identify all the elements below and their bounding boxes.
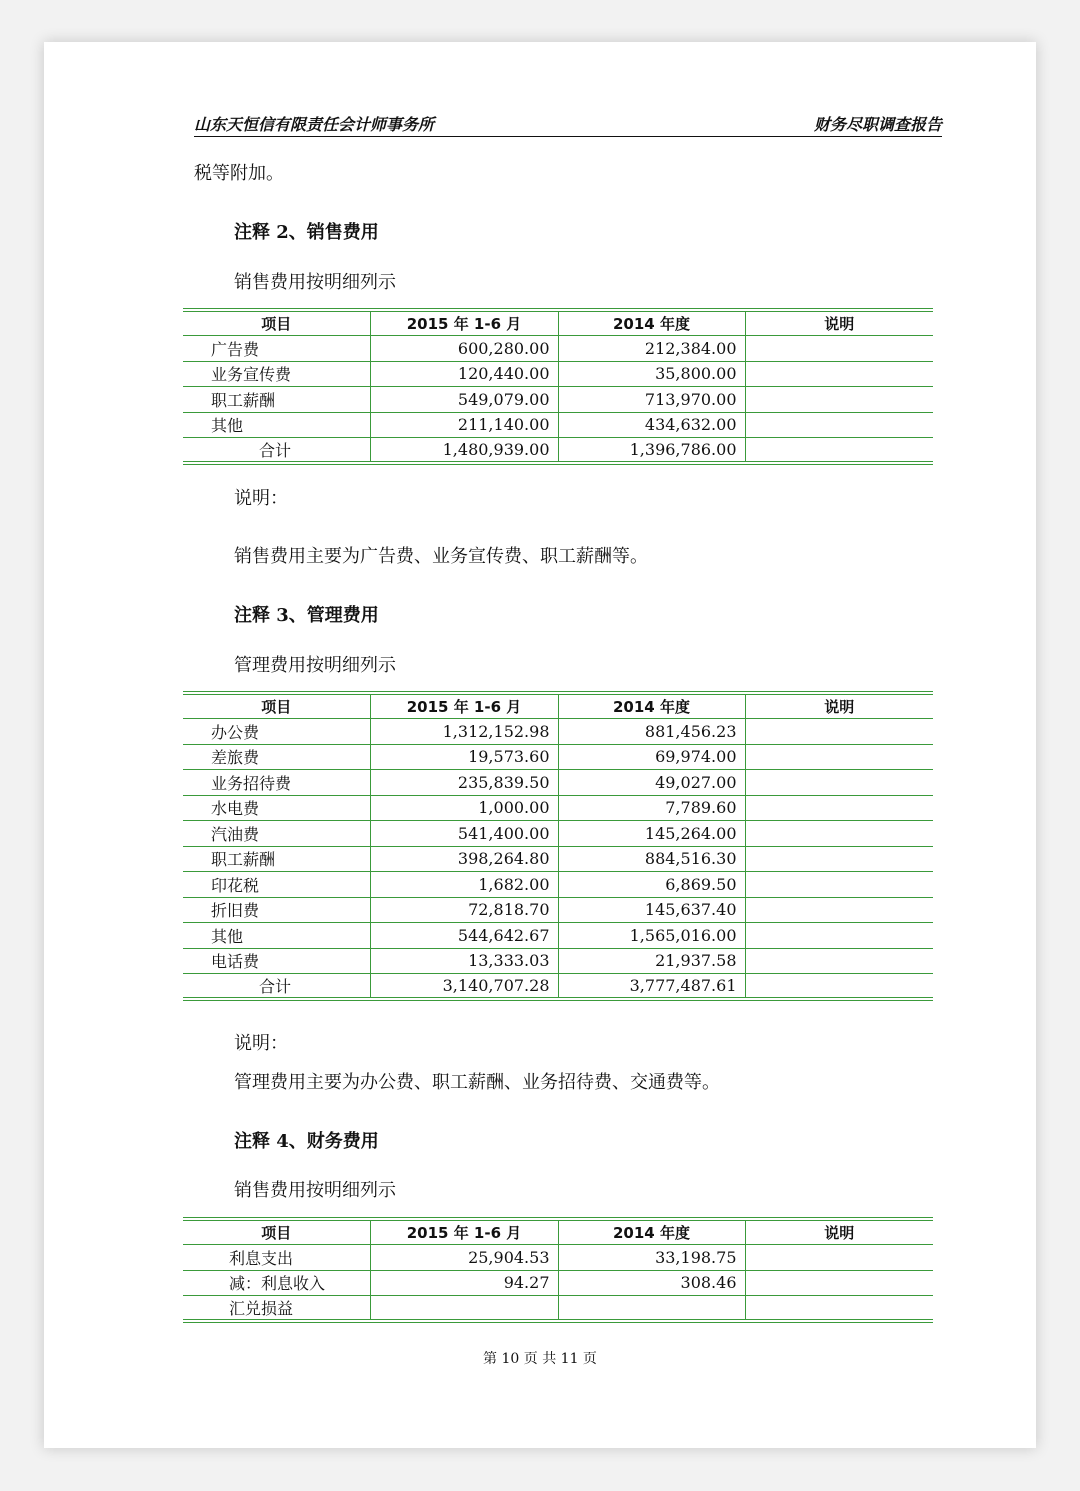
page-number: 第 10 页 共 11 页 xyxy=(483,1351,597,1367)
cell-2014: 7,789.60 xyxy=(558,795,745,821)
cell-2014: 1,396,786.00 xyxy=(558,438,745,464)
col-header-2014: 2014 年度 xyxy=(558,1219,745,1245)
cell-note xyxy=(745,1296,933,1322)
section-3-note-label: 说明： xyxy=(234,1033,288,1054)
cell-item: 利息支出 xyxy=(183,1245,370,1271)
cell-2014: 881,456.23 xyxy=(558,719,745,745)
cell-note xyxy=(745,438,933,464)
table-row xyxy=(183,1270,933,1296)
table-row xyxy=(183,897,933,923)
cell-2014: 69,974.00 xyxy=(558,744,745,770)
section-2-note-text: 销售费用主要为广告费、业务宣传费、职工薪酬等。 xyxy=(234,546,648,567)
col-header-2015h1: 2015 年 1-6 月 xyxy=(370,1219,558,1245)
col-header-2014: 2014 年度 xyxy=(558,310,745,336)
col-header-note: 说明 xyxy=(745,693,933,719)
cell-2015h1: 211,140.00 xyxy=(370,412,558,438)
cell-2014: 3,777,487.61 xyxy=(558,974,745,1000)
cell-2014: 308.46 xyxy=(558,1270,745,1296)
cell-item: 汽油费 xyxy=(183,821,370,847)
cell-2015h1: 1,000.00 xyxy=(370,795,558,821)
cell-2014: 713,970.00 xyxy=(558,387,745,413)
cell-note xyxy=(745,948,933,974)
cell-note xyxy=(745,1270,933,1296)
intro-line: 税等附加。 xyxy=(194,163,284,184)
cell-note xyxy=(745,821,933,847)
cell-2015h1: 3,140,707.28 xyxy=(370,974,558,1000)
cell-item: 减：利息收入 xyxy=(183,1270,370,1296)
table-row xyxy=(183,770,933,796)
section-4-caption: 销售费用按明细列示 xyxy=(234,1180,396,1201)
col-header-item: 项目 xyxy=(183,1219,370,1245)
cell-2014: 1,565,016.00 xyxy=(558,923,745,949)
cell-2015h1: 600,280.00 xyxy=(370,336,558,362)
cell-2015h1: 1,312,152.98 xyxy=(370,719,558,745)
finance-expense-table xyxy=(183,1217,933,1323)
table-row xyxy=(183,336,933,362)
section-3-note-text: 管理费用主要为办公费、职工薪酬、业务招待费、交通费等。 xyxy=(234,1072,720,1093)
cell-item: 其他 xyxy=(183,923,370,949)
cell-item: 印花税 xyxy=(183,872,370,898)
section-3-title: 注释 3、管理费用 xyxy=(234,605,379,626)
table-row xyxy=(183,795,933,821)
cell-2014: 434,632.00 xyxy=(558,412,745,438)
cell-2015h1: 19,573.60 xyxy=(370,744,558,770)
cell-note xyxy=(745,770,933,796)
cell-item: 合计 xyxy=(183,974,370,1000)
cell-note xyxy=(745,923,933,949)
section-2-note-label: 说明： xyxy=(234,488,288,509)
col-header-item: 项目 xyxy=(183,693,370,719)
table-total-row xyxy=(183,974,933,1000)
cell-note xyxy=(745,744,933,770)
section-2-title: 注释 2、销售费用 xyxy=(234,222,379,243)
cell-item: 差旅费 xyxy=(183,744,370,770)
cell-item: 广告费 xyxy=(183,336,370,362)
cell-note xyxy=(745,336,933,362)
cell-2015h1: 13,333.03 xyxy=(370,948,558,974)
cell-2015h1: 541,400.00 xyxy=(370,821,558,847)
cell-item: 职工薪酬 xyxy=(183,387,370,413)
table-row xyxy=(183,719,933,745)
table-row xyxy=(183,821,933,847)
table-row xyxy=(183,387,933,413)
cell-2014: 145,637.40 xyxy=(558,897,745,923)
header-firm-name: 山东天恒信有限责任会计师事务所 xyxy=(194,115,435,134)
cell-note xyxy=(745,846,933,872)
cell-item: 办公费 xyxy=(183,719,370,745)
cell-2014: 884,516.30 xyxy=(558,846,745,872)
cell-2015h1: 398,264.80 xyxy=(370,846,558,872)
cell-note xyxy=(745,361,933,387)
cell-2015h1: 549,079.00 xyxy=(370,387,558,413)
table-header-row xyxy=(183,1219,933,1245)
cell-note xyxy=(745,974,933,1000)
table-row xyxy=(183,923,933,949)
table-row xyxy=(183,1245,933,1271)
cell-2014: 212,384.00 xyxy=(558,336,745,362)
cell-item: 合计 xyxy=(183,438,370,464)
cell-2014: 6,869.50 xyxy=(558,872,745,898)
table-row xyxy=(183,744,933,770)
col-header-item: 项目 xyxy=(183,310,370,336)
cell-2014: 21,937.58 xyxy=(558,948,745,974)
header-report-title: 财务尽职调查报告 xyxy=(813,115,942,134)
document-page xyxy=(44,42,1036,1448)
cell-item: 电话费 xyxy=(183,948,370,974)
cell-item: 汇兑损益 xyxy=(183,1296,370,1322)
cell-2015h1: 120,440.00 xyxy=(370,361,558,387)
cell-2015h1: 25,904.53 xyxy=(370,1245,558,1271)
admin-expense-table xyxy=(183,691,933,1001)
cell-note xyxy=(745,795,933,821)
table-row xyxy=(183,846,933,872)
cell-2014: 35,800.00 xyxy=(558,361,745,387)
table-row xyxy=(183,1296,933,1322)
section-3-caption: 管理费用按明细列示 xyxy=(234,655,396,676)
col-header-2015h1: 2015 年 1-6 月 xyxy=(370,310,558,336)
cell-note xyxy=(745,412,933,438)
col-header-note: 说明 xyxy=(745,310,933,336)
cell-item: 职工薪酬 xyxy=(183,846,370,872)
cell-2014 xyxy=(558,1296,745,1322)
cell-item: 水电费 xyxy=(183,795,370,821)
cell-note xyxy=(745,1245,933,1271)
cell-note xyxy=(745,387,933,413)
cell-note xyxy=(745,719,933,745)
table-total-row xyxy=(183,438,933,464)
cell-2015h1: 235,839.50 xyxy=(370,770,558,796)
table-row xyxy=(183,872,933,898)
cell-2014: 33,198.75 xyxy=(558,1245,745,1271)
cell-item: 业务宣传费 xyxy=(183,361,370,387)
cell-2015h1: 72,818.70 xyxy=(370,897,558,923)
cell-item: 业务招待费 xyxy=(183,770,370,796)
table-header-row xyxy=(183,693,933,719)
sales-expense-table xyxy=(183,308,933,465)
cell-item: 折旧费 xyxy=(183,897,370,923)
section-2-caption: 销售费用按明细列示 xyxy=(234,272,396,293)
cell-2014: 145,264.00 xyxy=(558,821,745,847)
table-row xyxy=(183,412,933,438)
col-header-2014: 2014 年度 xyxy=(558,693,745,719)
cell-2015h1: 544,642.67 xyxy=(370,923,558,949)
cell-item: 其他 xyxy=(183,412,370,438)
cell-note xyxy=(745,872,933,898)
cell-2015h1: 1,480,939.00 xyxy=(370,438,558,464)
cell-2015h1 xyxy=(370,1296,558,1322)
cell-2014: 49,027.00 xyxy=(558,770,745,796)
col-header-note: 说明 xyxy=(745,1219,933,1245)
table-row xyxy=(183,948,933,974)
cell-2015h1: 1,682.00 xyxy=(370,872,558,898)
table-row xyxy=(183,361,933,387)
section-4-title: 注释 4、财务费用 xyxy=(234,1131,379,1152)
table-header-row xyxy=(183,310,933,336)
cell-note xyxy=(745,897,933,923)
col-header-2015h1: 2015 年 1-6 月 xyxy=(370,693,558,719)
cell-2015h1: 94.27 xyxy=(370,1270,558,1296)
running-header xyxy=(194,112,942,137)
